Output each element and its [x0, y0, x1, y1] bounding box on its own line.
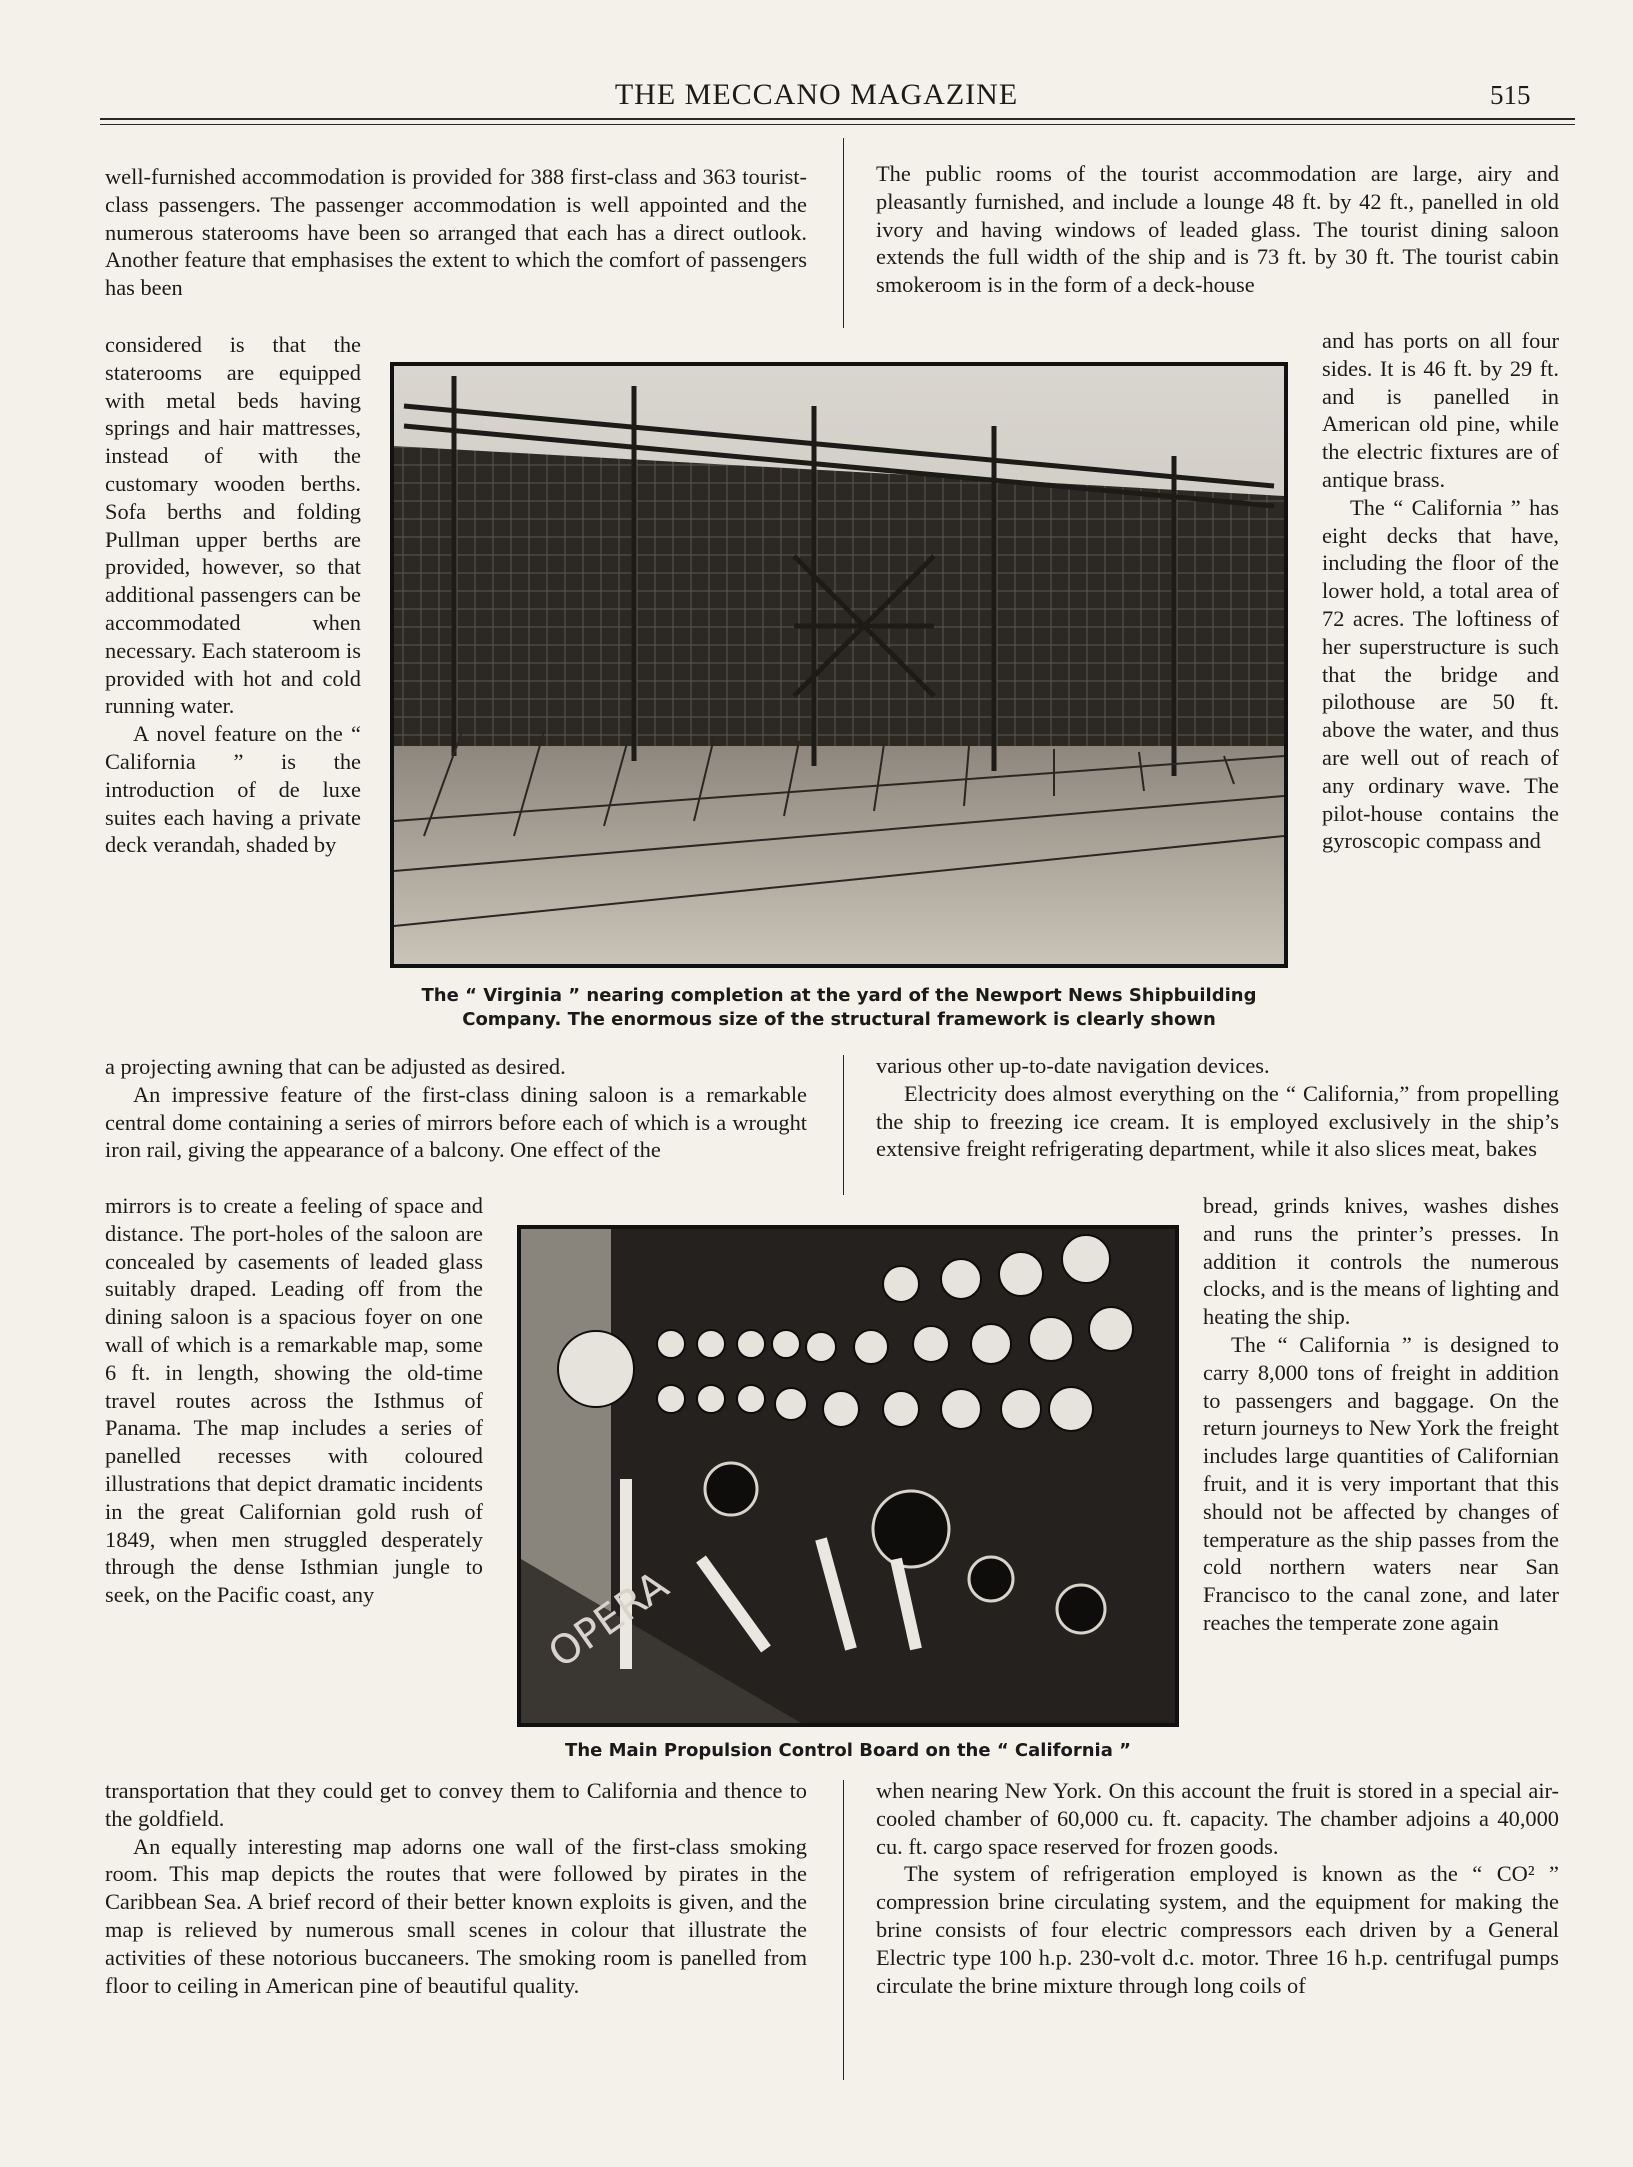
- shipyard-photo: [390, 362, 1288, 968]
- paragraph: well-furnished accommodation is provided for 388 first-class and 363 tourist-class passengers. The passenger accommodation is well appointed and the numerous staterooms have been so arranged that each has a direct outlook. Another feature that emphasises the extent to which the comfort of passengers has been: [105, 164, 807, 301]
- paragraph: Electricity does almost everything on the “ California,” from propelling the ship to freezing ice cream. It is employed exclusively in the ship’s extensive freight refrigerating department, while it also slices meat, bakes: [876, 1080, 1559, 1162]
- magazine-title: THE MECCANO MAGAZINE: [614, 78, 1019, 111]
- right-col-mid: [876, 1052, 1559, 1163]
- paragraph: A novel feature on the “ California ” is the introduction of de luxe suites each having a private deck verandah, shaded by: [105, 721, 361, 858]
- page-number: 515: [1490, 80, 1531, 110]
- right-col-narrow: [1322, 327, 1559, 855]
- column-divider: [843, 1055, 844, 1195]
- left-col-mid: [105, 1053, 807, 1164]
- paragraph: The “ California ” is designed to carry 8,000 tons of freight in addition to passengers and baggage. On the return journeys to New York the freight includes large quantities of Californian fruit, and it is very important that this should not be affected by changes of temperature as the ship passes from the cold northern waters near San Francisco to the canal zone, and later reaches the temperate zone again: [1203, 1331, 1559, 1635]
- control-board-caption: The Main Propulsion Control Board on the “ California ”: [565, 1740, 1131, 1761]
- column-divider: [843, 138, 844, 328]
- paragraph: bread, grinds knives, washes dishes and runs the printer’s presses. In addition it controls the numerous clocks, and is the means of lighting and heating the ship.: [1203, 1193, 1559, 1330]
- paragraph: mirrors is to create a feeling of space and distance. The port-holes of the saloon are concealed by casements of leaded glass suitably draped. Leading off from the dining saloon is a spacious foyer on one wall of which is a remarkable map, some 6 ft. in length, showing the old-time travel routes across the Isthmus of Panama. The map includes a series of panelled recesses with coloured illustrations that depict dramatic incidents in the great Californian gold rush of 1849, when men struggled desperately through the dense Isthmian jungle to seek, on the Pacific coast, any: [105, 1193, 483, 1608]
- left-col-narrow-2: [105, 1192, 483, 1609]
- header-rule: [100, 118, 1575, 120]
- paragraph: The system of refrigeration employed is known as the “ CO² ” compression brine circulating system, and the equipment for making the brine consists of four electric compressors each driven by a General Electric type 100 h.p. 230-volt d.c. motor. Three 16 h.p. centrifugal pumps circulate the brine mixture through long coils of: [876, 1861, 1559, 1998]
- shipyard-photo-caption: The “ Virginia ” nearing completion at the yard of the Newport News Shipbuilding Company. The enormous size of the structural framework is clearly shown: [421, 985, 1257, 1030]
- header-rule-thin: [100, 124, 1575, 125]
- column-divider: [843, 1780, 844, 2080]
- paragraph: The public rooms of the tourist accommodation are large, airy and pleasantly furnished, and include a lounge 48 ft. by 42 ft., panelled in old ivory and having windows of leaded glass. The tourist dining saloon extends the full width of the ship and is 73 ft. by 30 ft. The tourist cabin smokeroom is in the form of a deck-house: [876, 161, 1559, 298]
- paragraph: various other up-to-date navigation devices.: [876, 1053, 1270, 1078]
- shipyard-photo-image: [394, 366, 1284, 964]
- right-col-bottom: [876, 1777, 1559, 1999]
- paragraph: The “ California ” has eight decks that have, including the floor of the lower hold, a total area of 72 acres. The loftiness of her superstructure is such that the bridge and pilothouse are 50 ft. above the water, and thus are well out of reach of any ordinary wave. The pilot-house contains the gyroscopic compass and: [1322, 494, 1559, 854]
- right-col-top: [876, 160, 1559, 299]
- paragraph: when nearing New York. On this account the fruit is stored in a special air-cooled chamber of 60,000 cu. ft. capacity. The chamber adjoins a 40,000 cu. ft. cargo space reserved for frozen goods.: [876, 1778, 1559, 1859]
- paragraph: An impressive feature of the first-class dining saloon is a remarkable central dome containing a series of mirrors before each of which is a wrought iron rail, giving the appearance of a balcony. One effect of the: [105, 1081, 807, 1163]
- paragraph: transportation that they could get to convey them to California and thence to the goldfield.: [105, 1778, 807, 1831]
- control-board-photo: [517, 1225, 1179, 1727]
- paragraph: An equally interesting map adorns one wall of the first-class smoking room. This map depicts the routes that were followed by pirates in the Caribbean Sea. A brief record of their better known exploits is given, and the map is relieved by numerous small scenes in colour that illustrate the activities of these notorious buccaneers. The smoking room is panelled from floor to ceiling in American pine of beautiful quality.: [105, 1833, 807, 1998]
- paragraph: a projecting awning that can be adjusted as desired.: [105, 1054, 566, 1079]
- paragraph: and has ports on all four sides. It is 46 ft. by 29 ft. and is panelled in American old pine, while the electric fixtures are of antique brass.: [1322, 328, 1559, 492]
- left-col-bottom: [105, 1777, 807, 1999]
- svg-text:OPERA: OPERA: [540, 1562, 677, 1678]
- left-col-narrow: [105, 331, 361, 859]
- left-col-top: [105, 163, 807, 302]
- paragraph: considered is that the staterooms are equipped with metal beds having springs and hair mattresses, instead of with the customary wooden berths. Sofa berths and folding Pullman upper berths are provided, however, so that additional passengers can be accommodated when necessary. Each stateroom is provided with hot and cold running water.: [105, 332, 361, 719]
- right-col-narrow-2: [1203, 1192, 1559, 1637]
- control-board-photo-image: [521, 1229, 1175, 1723]
